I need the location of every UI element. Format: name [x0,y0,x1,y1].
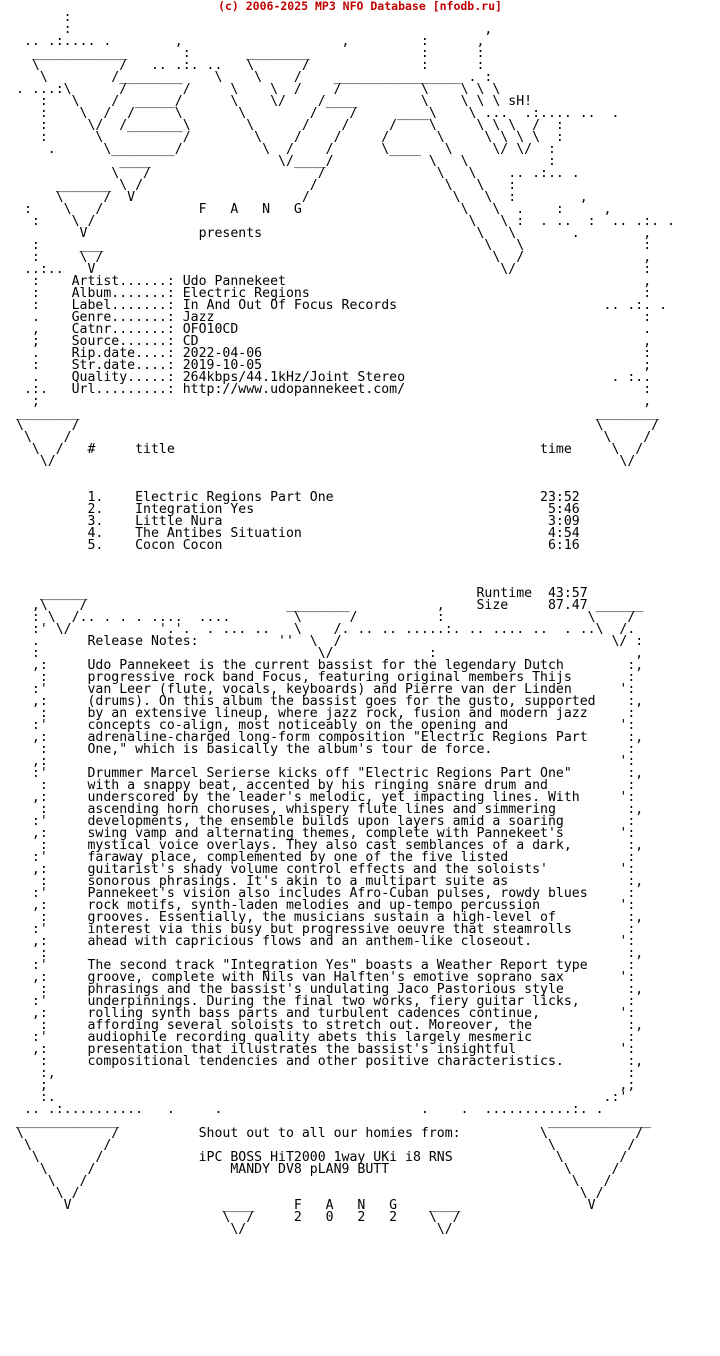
site-banner: (c) 2006-2025 MP3 NFO Database [nfodb.ru] [218,0,502,13]
nfo-text: : : , .. .:.... . , , : , ____________ : ________ : : \ / .. .:. .. \ / : : \ /________ \ \ / ________________ . : . ...:\ / / \ \ / / \ \ \ \ : \ / _____/ \ \/ /____ \ \ \ \ sH! : \ / / \ \ / / ____\ \ ... .:.... .. . : \/ /_______\ \ / / / \ \ \ \ / : : \ / \ / / / \ \ \ \ \ : . \________/ \ / / \____ \ \/ \/ : ____ \/____/ \ \ : \ / / \ \ .. .:.. . _______ \ / / \ \ : \ / V / \ \ : , : \ / F A N G \ \ . : , : \ / \ \ : . .. : .. .:. . V presents \ \ . , : ___ \ \ : : \ / \ / , ..:.. V \/ : : Artist......: Udo Pannekeet , : Album.......: Electric Regions : : Label.......: In And Out Of Focus Records .. .:. . . Genre.......: Jazz : , Catnr.......: OFO10CD . ; Source......: CD , . Rip.date....: 2022-04-06 : : Str.date....: 2019-10-05 ; . Quality.....: 264kbps/44.1kHz/Joint Stereo . :.. .:. Url.........: http://www.udopannekeet.com/ : ; , ________ ________ \ / \ / \ / \ / \ / # title time \ / \/ \/ 1. Electric Regions Part One 23:52 2. Integration Yes 5:46 3. Little Nura 3:09 4. The Antibes Situation 4:54 5. Cocon Cocon 6:16 ______ Runtime 43:57 ,\ / ________ , Size 87.47 ______ : \ /.. . . . .... .... \ / : \ / :' \/ '.'. . ... .. \ /. .. .. .....:. .. .... .. . ..\ /. . Release Notes: '' \ / \/ : : \/ : , ,: Udo Pannekeet is the current bassist for the legendary Dutch :, : progressive rock band Focus, featuring original members Thijs : :' van Leer (flute, vocals, keyboards) and Pierre van der Linden ': ,: (drums). On this album the bassist goes for the gusto, supported :, : by an extensive lineup, where jazz rock, fusion and modern jazz : :' concepts co-align, most noticeably on the opening and ': ,: adrenaline-charged long-form composition "Electric Regions Part :, : One," which is basically the album's tour de force. : ,: ': :' Drummer Marcel Serierse kicks off "Electric Regions Part One" :, : with a snappy beat, accented by his ringing snare drum and : ,: underscored by the leader's melodic, yet impacting lines. With ': : ascending horn choruses, whispery flute lines and simmering :, :' developments, the ensemble builds upon layers amid a soaring : ,: swing vamp and alternating themes, complete with Pannekeet's ': : mystical voice overlays. They also cast semblances of a dark, :, :' faraway place, complemented by one of the five listed : ,: guitarist's shady volume control effects and the soloists' ': : sonorous phrasings. It's akin to a multipart suite as :, :' Pannekeet's vision also includes Afro-Cuban pulses, rowdy blues : ,: rock motifs, synth-laden melodies and up-tempo percussion ': : grooves. Essentially, the musicians sustain a high-level of :, :' interest via this busy but progressive oeuvre that steamrolls : ,: ahead with capricious flows and an anthem-like closeout. ': : :, :' The second track "Integration Yes" boasts a Weather Report type : ,: groove, complete with Nils van Halften's emotive soprano sax ': : phrasings and the bassist's undulating Jaco Pastorious style :, :' underpinnings. During the final two works, fiery guitar licks, : ,: rolling synth bass parts and turbulent cadences continue, ': : affording several soloists to stretch out. Moreover, the :, :' audiophile recording quality abets this largely mesmeric : ,: presentation that illustrates the bassist's insightful ': : compositional tendencies and other positive characteristics. :, :, : ; ,; :. .:' .. .:.......... . . . . ...........:. . _____________ _____________ \ / Shout out to all our homies from: \ / \ / \ / \ / iPC BOSS HiT2000 1way UKi i8 RNS \ / \ / MANDY DV8 pLAN9 BUTT \ / \ / \ / \ / \ / V ____ F A N G ____ V \ / 2 0 2 2 \ / \/ \/ [16,10,675,1237]
